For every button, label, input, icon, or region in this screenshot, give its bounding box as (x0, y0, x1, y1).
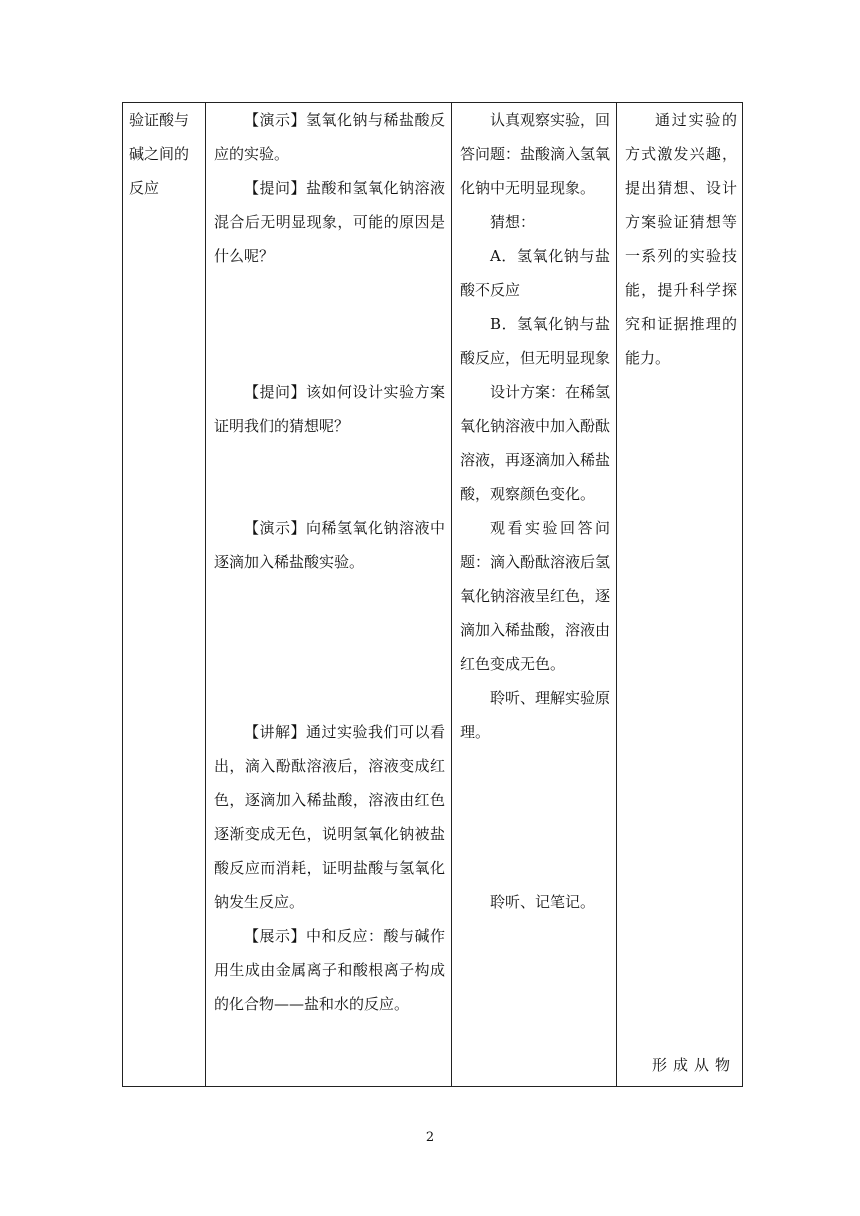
guess-a: A．氢氧化钠与盐酸不反应 (460, 247, 610, 299)
guess-heading: 猜想： (490, 213, 536, 231)
lesson-table (122, 102, 743, 1087)
observe-paragraph: 认真观察实验，回答问题：盐酸滴入氢氧化钠中无明显现象。 (460, 111, 611, 197)
watch-paragraph: 观看实验回答问题：滴入酚酞溶液后氢氧化钠溶液呈红色，逐滴加入稀盐酸，溶液由红色变成无色。 (460, 519, 611, 673)
guess-b: B．氢氧化钠与盐酸反应，但无明显现象 (460, 315, 611, 367)
intent-continuation: 形成从物 (651, 1056, 736, 1074)
design-intent-cell (617, 103, 743, 1087)
table-row (123, 103, 743, 1087)
explanation-paragraph: 【讲解】通过实验我们可以看出，滴入酚酞溶液后，溶液变成红色，逐滴加入稀盐酸，溶液由红色逐渐变成无色，说明氢氧化钠被盐酸反应而消耗，证明盐酸与氢氧化钠发生反应。 (214, 723, 445, 911)
question-paragraph-1: 【提问】盐酸和氢氧化钠溶液混合后无明显现象，可能的原因是什么呢？ (214, 179, 445, 265)
intent-paragraph: 通过实验的方式激发兴趣，提出猜想、设计方案验证猜想等一系列的实验技能，提升科学探究和证据推理的能力。 (625, 111, 737, 367)
demo-paragraph-1: 【演示】氢氧化钠与稀盐酸反应的实验。 (214, 111, 445, 163)
listen-paragraph-1: 聆听、理解实验原理。 (460, 689, 611, 741)
teacher-activity-cell (206, 103, 452, 1087)
demo-paragraph-2: 【演示】向稀氢氧化钠溶液中逐滴加入稀盐酸实验。 (214, 519, 445, 571)
topic-text: 验证酸与碱之间的反应 (129, 111, 190, 197)
listen-paragraph-2: 聆听、记笔记。 (490, 893, 596, 911)
design-paragraph: 设计方案：在稀氢氧化钠溶液中加入酚酞溶液，再逐滴加入稀盐酸，观察颜色变化。 (460, 383, 611, 503)
display-paragraph: 【展示】中和反应：酸与碱作用生成由金属离子和酸根离子构成的化合物——盐和水的反应。 (214, 927, 445, 1013)
page-number: 2 (425, 1130, 435, 1145)
topic-cell (123, 103, 206, 1087)
question-paragraph-2: 【提问】该如何设计实验方案证明我们的猜想呢？ (214, 383, 445, 435)
student-activity-cell (452, 103, 617, 1087)
